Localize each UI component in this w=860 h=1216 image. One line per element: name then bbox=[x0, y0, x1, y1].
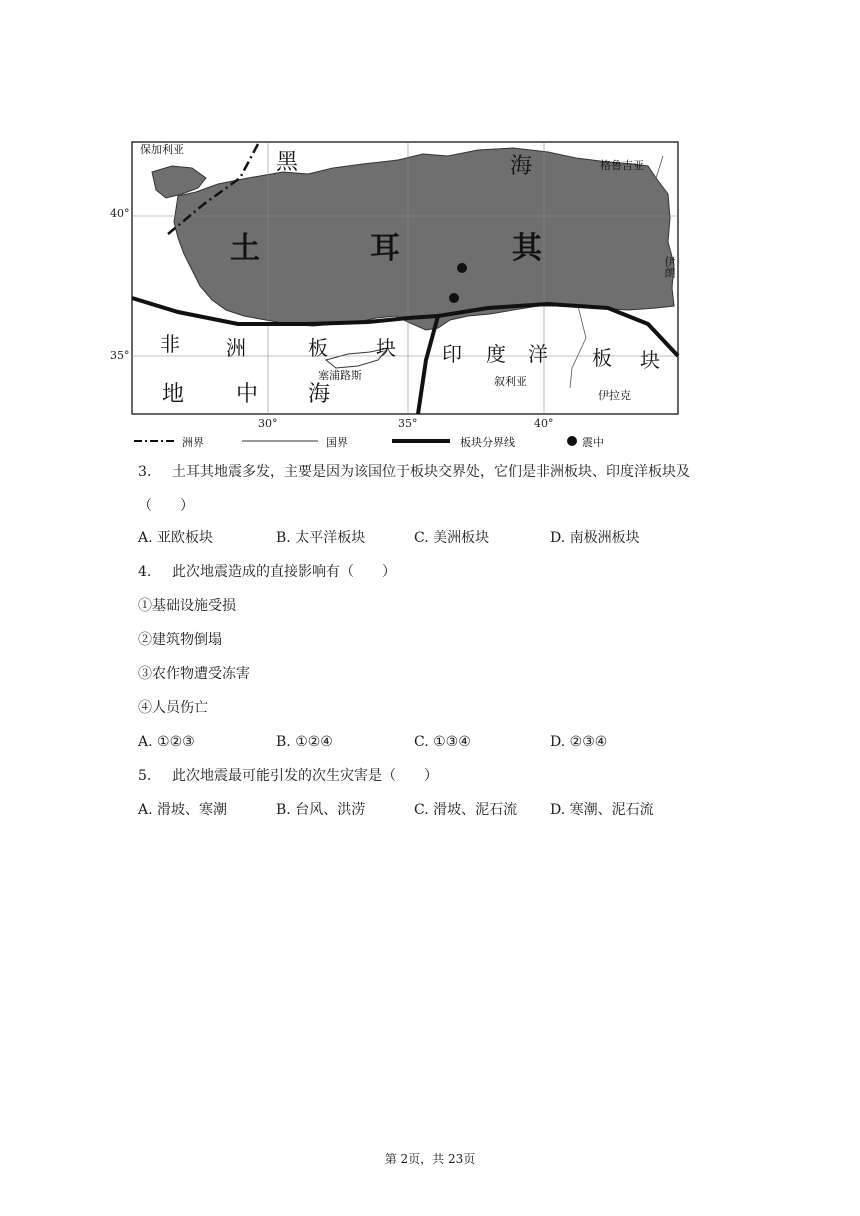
option-text: ①②③ bbox=[157, 734, 195, 750]
question-5-number: 5. bbox=[138, 768, 152, 784]
label-indian-3: 洋 bbox=[528, 342, 548, 366]
legend-plate-boundary: 板块分界线 bbox=[460, 436, 515, 449]
option-text: 台风、洪涝 bbox=[295, 802, 366, 818]
option-text: 亚欧板块 bbox=[157, 530, 214, 546]
option-key: C. bbox=[414, 530, 429, 546]
q4-option-d bbox=[550, 732, 607, 752]
question-3-stem-bracket: （ ） bbox=[138, 498, 194, 514]
lon-40: 40° bbox=[534, 417, 554, 430]
q5-option-d bbox=[550, 800, 654, 820]
label-indian-4: 板 bbox=[592, 346, 612, 370]
option-key: A. bbox=[138, 530, 153, 546]
q5-option-c bbox=[414, 800, 517, 820]
option-text: ②③④ bbox=[569, 734, 608, 750]
option-key: B. bbox=[276, 802, 291, 818]
option-text: 滑坡、泥石流 bbox=[433, 802, 518, 818]
label-iraq: 伊拉克 bbox=[598, 389, 631, 402]
q5-option-b bbox=[276, 800, 365, 820]
option-key: A. bbox=[138, 734, 153, 750]
q4-option-c bbox=[414, 732, 471, 752]
q3-option-a bbox=[138, 528, 213, 548]
label-african-1: 非 bbox=[160, 332, 180, 356]
option-text: 南极洲板块 bbox=[569, 530, 640, 546]
label-african-2: 洲 bbox=[226, 336, 246, 360]
label-med-1: 地 bbox=[162, 382, 185, 407]
q4-option-a bbox=[138, 732, 195, 752]
label-georgia: 格鲁吉亚 bbox=[600, 159, 644, 172]
map-figure bbox=[108, 138, 688, 456]
label-indian-5: 块 bbox=[640, 348, 660, 372]
lat-40: 40° bbox=[110, 207, 130, 220]
epicenter-dot-2 bbox=[449, 293, 459, 303]
label-turkey-1: 土 bbox=[230, 231, 260, 266]
q4-option-b bbox=[276, 732, 333, 752]
legend-epicenter: 震中 bbox=[582, 436, 604, 449]
option-key: B. bbox=[276, 734, 291, 750]
question-3-stem: 土耳其地震多发，主要是因为该国位于板块交界处，它们是非洲板块、印度洋板块及 bbox=[172, 464, 690, 480]
q3-option-d bbox=[550, 528, 640, 548]
label-turkey-3: 其 bbox=[512, 231, 542, 266]
legend-continent-boundary: 洲界 bbox=[182, 436, 204, 449]
question-4-number: 4. bbox=[138, 564, 152, 580]
legend-national-border: 国界 bbox=[326, 436, 348, 449]
q3-option-c bbox=[414, 528, 489, 548]
q4-item-3: ③农作物遭受冻害 bbox=[138, 666, 250, 682]
label-bulgaria: 保加利亚 bbox=[140, 143, 184, 156]
option-text: 美洲板块 bbox=[433, 530, 490, 546]
label-med-3: 海 bbox=[308, 382, 331, 407]
label-african-4: 块 bbox=[376, 336, 396, 360]
lon-30: 30° bbox=[258, 417, 278, 430]
q4-item-2: ②建筑物倒塌 bbox=[138, 632, 222, 648]
q4-item-1: ①基础设施受损 bbox=[138, 598, 236, 614]
option-text: ①③④ bbox=[433, 734, 471, 750]
option-key: C. bbox=[414, 734, 429, 750]
label-med-2: 中 bbox=[236, 382, 259, 407]
question-5-stem: 此次地震最可能引发的次生灾害是（ ） bbox=[172, 768, 438, 784]
q5-option-a bbox=[138, 800, 227, 820]
q4-item-4: ④人员伤亡 bbox=[138, 700, 208, 716]
label-syria: 叙利亚 bbox=[494, 375, 527, 388]
label-black-1: 黑 bbox=[276, 150, 299, 175]
question-4-stem: 此次地震造成的直接影响有（ ） bbox=[172, 564, 396, 580]
label-indian-2: 度 bbox=[486, 342, 506, 366]
option-text: 寒潮、泥石流 bbox=[569, 802, 654, 818]
lon-35: 35° bbox=[398, 417, 418, 430]
label-black-2: 海 bbox=[510, 154, 533, 179]
page-footer: 第 2页，共 23页 bbox=[384, 1152, 476, 1166]
label-cyprus: 塞浦路斯 bbox=[318, 369, 362, 382]
option-key: D. bbox=[550, 530, 566, 546]
option-text: 太平洋板块 bbox=[295, 530, 366, 546]
option-key: D. bbox=[550, 734, 566, 750]
option-key: D. bbox=[550, 802, 566, 818]
map-drawing bbox=[108, 138, 688, 456]
question-3-number: 3. bbox=[138, 464, 152, 480]
option-text: ①②④ bbox=[295, 734, 333, 750]
option-key: B. bbox=[276, 530, 291, 546]
label-african-3: 板 bbox=[308, 336, 328, 360]
label-turkey-2: 耳 bbox=[370, 231, 400, 266]
q3-option-b bbox=[276, 528, 365, 548]
legend-symbols bbox=[130, 432, 690, 450]
label-iran: 伊朗 bbox=[663, 256, 676, 278]
epicenter-dot-1 bbox=[457, 263, 467, 273]
label-indian-1: 印 bbox=[442, 342, 462, 366]
lat-35: 35° bbox=[110, 349, 130, 362]
option-text: 滑坡、寒潮 bbox=[157, 802, 228, 818]
option-key: C. bbox=[414, 802, 429, 818]
option-key: A. bbox=[138, 802, 153, 818]
